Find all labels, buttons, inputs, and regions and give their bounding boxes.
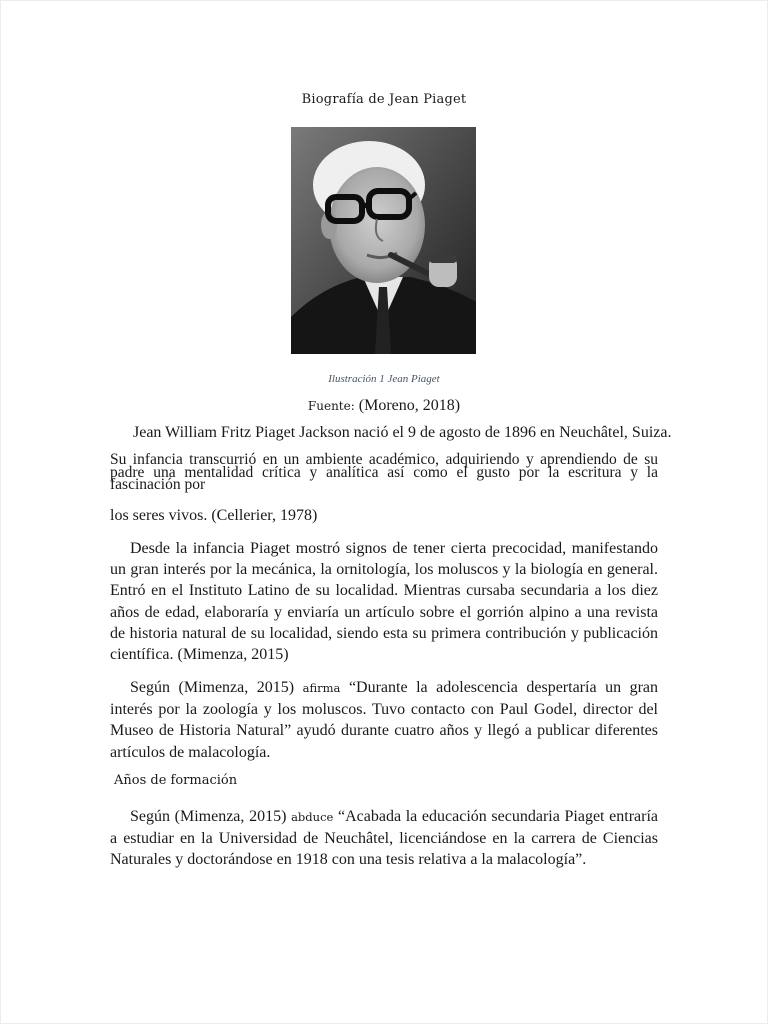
paragraph-infancia-continuation: los seres vivos. (Cellerier, 1978) [110, 507, 318, 524]
portrait-photo [291, 127, 476, 354]
paragraph-precocidad: Desde la infancia Piaget mostró signos de tener cierta precocidad, manifestando un gran interés por la mecánica, la ornitología, los moluscos y la biología en general. Entró en el Instituto Latino de su localidad. Mientras cursaba secundaria a los diez años de edad, elaboraría y enviaría un artículo sobre el gorrión alpino a una revista de historia natural de su localidad, siendo esta su primera contribución y publicación científica. (Mimenza, 2015) [110, 540, 658, 664]
citation-lead: Según (Mimenza, 2015) [130, 679, 295, 696]
citation-quote: “Durante la adolescencia despertaría un gran interés por la zoología y los moluscos. Tuvo contacto con Paul Godel, director del Museo de Historia Natural” ayudó durante cuatro años y llegó a publicar diferentes artículos de malacología. [110, 679, 659, 761]
citation-quote: “Acabada la educación secundaria Piaget entraría a estudiar en la Universidad de Neuchâtel, licenciándose en la carrera de Ciencias Naturales y doctorándose en 1918 con una tesis relativa a la malacología”. [110, 808, 659, 869]
paragraph-formacion [110, 806, 658, 871]
figure-source [0, 397, 768, 415]
document-title: Biografía de Jean Piaget [301, 92, 467, 107]
citation-verb: abduce [291, 810, 334, 824]
figure-caption: Ilustración 1 Jean Piaget [328, 373, 440, 385]
paragraph-adolescencia [110, 677, 658, 763]
intro-line: Jean William Fritz Piaget Jackson nació el 9 de agosto de 1896 en Neuchâtel, Suiza. [133, 424, 672, 441]
figure-source-citation: (Moreno, 2018) [358, 397, 461, 414]
citation-verb: afirma [302, 681, 341, 695]
paragraph-infancia: Su infancia transcurrió en un ambiente académico, adquiriendo y aprendiendo de su padre una mentalidad crítica y analítica así como el gusto por la escritura y la fascinación por [110, 451, 658, 493]
section-heading: Años de formación [114, 773, 238, 788]
figure-source-label: Fuente: [307, 399, 355, 413]
citation-lead: Según (Mimenza, 2015) [130, 808, 287, 825]
portrait-image [291, 127, 476, 354]
